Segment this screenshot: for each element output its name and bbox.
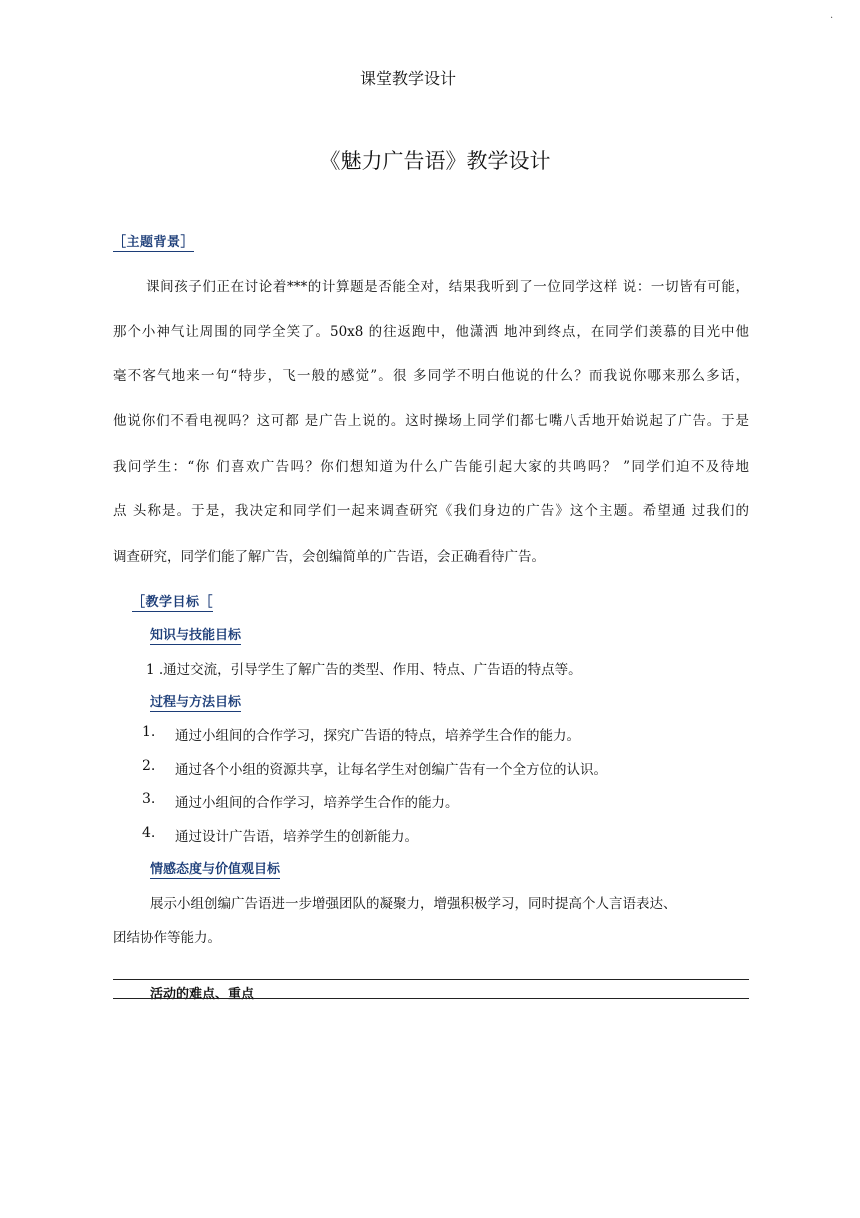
emotion-goals-heading: 情感态度与价值观目标 bbox=[150, 858, 280, 879]
background-heading: ［主题背景］ bbox=[113, 231, 194, 252]
background-line-1: 课间孩子们正在讨论着***的计算题是否能全对，结果我听到了一位同学这样 说：一切皆有可能， bbox=[146, 279, 749, 295]
document-title: 《魅力广告语》教学设计 bbox=[319, 149, 551, 173]
background-line-3: 毫不客气地来一句“特步，飞一般的感觉”。很 多同学不明白他说的什么？而我说你哪来那么多话， bbox=[113, 368, 749, 384]
process-goal-number: 4. bbox=[142, 825, 156, 841]
corner-mark: . bbox=[830, 10, 834, 21]
background-line-5: 我问学生：“你 们喜欢广告吗？你们想知道为什么广告能引起大家的共鸣吗？ ”同学们迫不及待地 bbox=[113, 459, 749, 475]
process-goal-number: 3. bbox=[142, 791, 156, 807]
page-header: 课堂教学设计 bbox=[359, 69, 456, 88]
table-header-label: 活动的难点、重点 bbox=[150, 987, 255, 1002]
process-goal-number: 1. bbox=[142, 724, 156, 740]
background-line-4: 他说你们不看电视吗？这可都 是广告上说的。这时操场上同学们都七嘴八舌地开始说起了广告。于是 bbox=[113, 413, 749, 429]
process-goal-number: 2. bbox=[142, 758, 156, 774]
process-goal-text: 通过设计广告语，培养学生的创新能力。 bbox=[175, 829, 418, 845]
knowledge-goals-heading: 知识与技能目标 bbox=[150, 624, 241, 645]
emotion-goal-line-2: 团结协作等能力。 bbox=[113, 930, 221, 946]
table-top-rule bbox=[113, 979, 749, 980]
process-goals-heading: 过程与方法目标 bbox=[150, 691, 241, 712]
emotion-goal-line-1: 展示小组创编广告语进一步增强团队的凝聚力，增强积极学习，同时提高个人言语表达、 bbox=[150, 896, 677, 912]
table-bottom-rule bbox=[113, 998, 749, 999]
knowledge-goal-item: 1 .通过交流，引导学生了解广告的类型、作用、特点、广告语的特点等。 bbox=[146, 662, 582, 678]
background-line-2: 那个小神气让周围的同学全笑了。50x8 的往返跑中，他潇洒 地冲到终点，在同学们羡慕的目光中他 bbox=[113, 324, 749, 340]
process-goal-text: 通过小组间的合作学习，培养学生合作的能力。 bbox=[175, 795, 459, 811]
process-goal-text: 通过小组间的合作学习，探究广告语的特点，培养学生合作的能力。 bbox=[175, 728, 580, 744]
process-goal-text: 通过各个小组的资源共享，让每名学生对创编广告有一个全方位的认识。 bbox=[175, 762, 607, 778]
background-line-7: 调查研究，同学们能了解广告，会创编简单的广告语，会正确看待广告。 bbox=[113, 549, 545, 565]
goals-heading: ［教学目标［ bbox=[132, 591, 213, 612]
background-line-6: 点 头称是。于是，我决定和同学们一起来调查研究《我们身边的广告》这个主题。希望通 过我们的 bbox=[113, 503, 749, 519]
